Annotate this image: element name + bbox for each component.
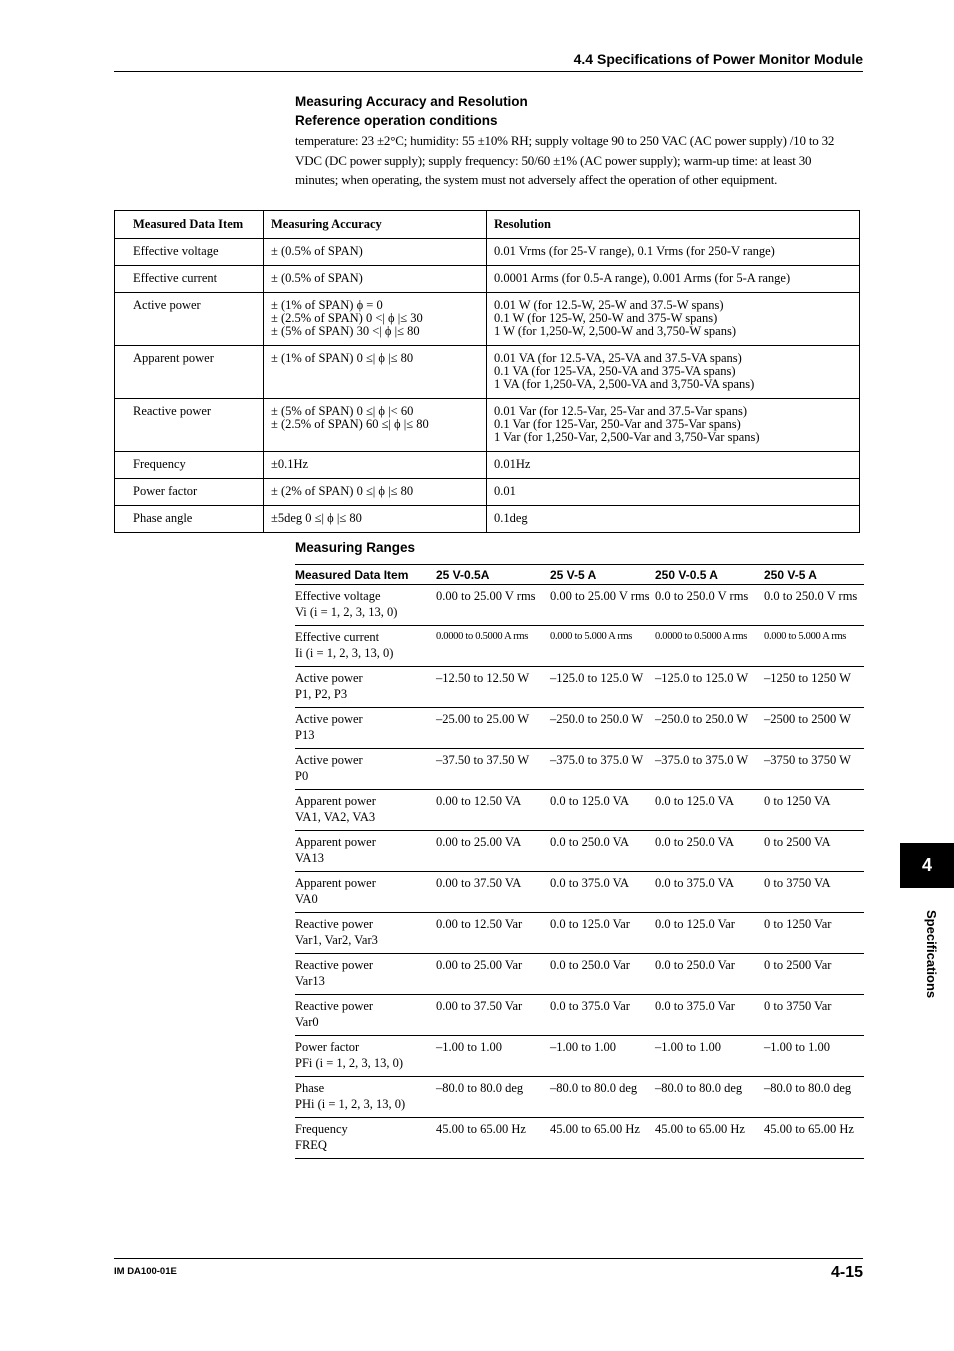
footer-divider xyxy=(114,1258,863,1259)
reference-conditions-text: temperature: 23 ±2°C; humidity: 55 ±10% RH; supply voltage 90 to 250 VAC (AC power supply) /10 to 32 VDC (DC power supply); supply frequency: 50/60 ±1% (AC power supply); warm-up time: at least 30 minutes; when operating, the system must not adversely affect the operation of other equipment. xyxy=(295,133,835,187)
cell-range: 0.00 to 25.00 Var xyxy=(436,954,550,995)
cell-range: 0.00 to 25.00 VA xyxy=(436,831,550,872)
cell-range: –80.0 to 80.0 deg xyxy=(764,1077,864,1118)
accuracy-table xyxy=(114,210,860,533)
cell-range: 0 to 2500 Var xyxy=(764,954,864,995)
header-divider xyxy=(114,71,863,72)
cell-range: –25.00 to 25.00 W xyxy=(436,708,550,749)
cell-resolution: 0.01 xyxy=(487,479,860,506)
cell-accuracy: ± (5% of SPAN) 0 ≤| ϕ |< 60 ± (2.5% of SPAN) 60 ≤| ϕ |≤ 80 xyxy=(264,399,487,452)
cell-range: 0.00 to 12.50 VA xyxy=(436,790,550,831)
cell-range: 0.00 to 37.50 Var xyxy=(436,995,550,1036)
cell-range: –1.00 to 1.00 xyxy=(436,1036,550,1077)
cell-range: –12.50 to 12.50 W xyxy=(436,667,550,708)
cell-range: 0.0 to 375.0 VA xyxy=(655,872,764,913)
cell-range: 0.0 to 250.0 V rms xyxy=(764,585,864,626)
cell-range: 0.00 to 25.00 V rms xyxy=(436,585,550,626)
accuracy-header-row xyxy=(115,211,860,239)
cell-resolution: 0.01 W (for 12.5-W, 25-W and 37.5-W spans) 0.1 W (for 125-W, 250-W and 375-W spans) 1 W (for 1,250-W, 2,500-W and 3,750-W spans) xyxy=(487,293,860,346)
cell-resolution: 0.01Hz xyxy=(487,452,860,479)
cell-item: Reactive power Var0 xyxy=(295,995,436,1036)
cell-range: 45.00 to 65.00 Hz xyxy=(436,1118,550,1159)
cell-item: Reactive power xyxy=(115,399,264,452)
cell-range: 0 to 3750 Var xyxy=(764,995,864,1036)
table-row xyxy=(115,399,860,452)
cell-range: 0 to 2500 VA xyxy=(764,831,864,872)
cell-item: Frequency FREQ xyxy=(295,1118,436,1159)
cell-item: Active power xyxy=(115,293,264,346)
cell-accuracy: ±0.1Hz xyxy=(264,452,487,479)
cell-item: Effective voltage Vi (i = 1, 2, 3, 13, 0) xyxy=(295,585,436,626)
accuracy-heading: Measuring Accuracy and Resolution xyxy=(295,94,528,109)
cell-range: 0.000 to 5.000 A rms xyxy=(764,626,864,667)
cell-range: –80.0 to 80.0 deg xyxy=(655,1077,764,1118)
table-row xyxy=(115,506,860,533)
cell-item: Apparent power VA13 xyxy=(295,831,436,872)
ranges-heading: Measuring Ranges xyxy=(295,540,416,555)
cell-accuracy: ± (1% of SPAN) ϕ = 0 ± (2.5% of SPAN) 0 <| ϕ |≤ 30 ± (5% of SPAN) 30 <| ϕ |≤ 80 xyxy=(264,293,487,346)
table-row xyxy=(295,1077,864,1118)
table-row xyxy=(295,954,864,995)
cell-range: 0.0 to 125.0 VA xyxy=(655,790,764,831)
cell-range: 0.0 to 250.0 VA xyxy=(550,831,655,872)
cell-range: –1.00 to 1.00 xyxy=(655,1036,764,1077)
cell-range: 0.0 to 250.0 Var xyxy=(550,954,655,995)
table-row xyxy=(295,585,864,626)
cell-item: Frequency xyxy=(115,452,264,479)
table-row xyxy=(295,872,864,913)
table-row xyxy=(295,667,864,708)
cell-resolution: 0.01 VA (for 12.5-VA, 25-VA and 37.5-VA spans) 0.1 VA (for 125-VA, 250-VA and 375-VA spans) 1 VA (for 1,250-VA, 2,500-VA and 3,750-VA spans) xyxy=(487,346,860,399)
table-row xyxy=(295,790,864,831)
cell-item: Power factor PFi (i = 1, 2, 3, 13, 0) xyxy=(295,1036,436,1077)
cell-range: –1.00 to 1.00 xyxy=(764,1036,864,1077)
cell-range: 45.00 to 65.00 Hz xyxy=(764,1118,864,1159)
cell-item: Active power P0 xyxy=(295,749,436,790)
cell-range: 0.00 to 25.00 V rms xyxy=(550,585,655,626)
column-header: 25 V-0.5A xyxy=(436,565,550,585)
chapter-label: Specifications xyxy=(924,910,939,999)
cell-item: Active power P13 xyxy=(295,708,436,749)
cell-range: 0 to 1250 Var xyxy=(764,913,864,954)
cell-range: –2500 to 2500 W xyxy=(764,708,864,749)
table-row xyxy=(115,293,860,346)
cell-range: –37.50 to 37.50 W xyxy=(436,749,550,790)
cell-accuracy: ± (2% of SPAN) 0 ≤| ϕ |≤ 80 xyxy=(264,479,487,506)
cell-range: –1250 to 1250 W xyxy=(764,667,864,708)
cell-item: Apparent power xyxy=(115,346,264,399)
table-row xyxy=(295,913,864,954)
table-row xyxy=(115,346,860,399)
cell-range: 0.0 to 250.0 Var xyxy=(655,954,764,995)
cell-range: –3750 to 3750 W xyxy=(764,749,864,790)
table-row xyxy=(115,266,860,293)
cell-range: 0.0 to 375.0 VA xyxy=(550,872,655,913)
cell-item: Active power P1, P2, P3 xyxy=(295,667,436,708)
cell-range: 0.0 to 250.0 V rms xyxy=(655,585,764,626)
cell-item: Phase angle xyxy=(115,506,264,533)
cell-range: 45.00 to 65.00 Hz xyxy=(550,1118,655,1159)
cell-range: –250.0 to 250.0 W xyxy=(655,708,764,749)
cell-accuracy: ± (0.5% of SPAN) xyxy=(264,239,487,266)
column-header: 250 V-5 A xyxy=(764,565,864,585)
cell-range: 45.00 to 65.00 Hz xyxy=(655,1118,764,1159)
cell-resolution: 0.01 Var (for 12.5-Var, 25-Var and 37.5-Var spans) 0.1 Var (for 125-Var, 250-Var and 375-Var spans) 1 Var (for 1,250-Var, 2,500-Var and 3,750-Var spans) xyxy=(487,399,860,452)
table-row xyxy=(295,708,864,749)
cell-accuracy: ±5deg 0 ≤| ϕ |≤ 80 xyxy=(264,506,487,533)
cell-range: –1.00 to 1.00 xyxy=(550,1036,655,1077)
column-header: 250 V-0.5 A xyxy=(655,565,764,585)
cell-accuracy: ± (0.5% of SPAN) xyxy=(264,266,487,293)
reference-conditions-heading: Reference operation conditions xyxy=(295,113,498,128)
table-row xyxy=(115,452,860,479)
cell-range: –125.0 to 125.0 W xyxy=(655,667,764,708)
table-row xyxy=(115,239,860,266)
cell-range: –375.0 to 375.0 W xyxy=(550,749,655,790)
page-number: 4-15 xyxy=(830,1264,863,1281)
cell-range: 0.00 to 12.50 Var xyxy=(436,913,550,954)
cell-range: –80.0 to 80.0 deg xyxy=(550,1077,655,1118)
cell-range: 0.0 to 125.0 Var xyxy=(550,913,655,954)
cell-item: Effective current Ii (i = 1, 2, 3, 13, 0) xyxy=(295,626,436,667)
cell-item: Effective voltage xyxy=(115,239,264,266)
cell-item: Apparent power VA1, VA2, VA3 xyxy=(295,790,436,831)
cell-range: 0 to 3750 VA xyxy=(764,872,864,913)
table-row xyxy=(115,479,860,506)
cell-accuracy: ± (1% of SPAN) 0 ≤| ϕ |≤ 80 xyxy=(264,346,487,399)
cell-item: Apparent power VA0 xyxy=(295,872,436,913)
document-id: IM DA100-01E xyxy=(114,1266,177,1277)
column-header: Resolution xyxy=(487,211,860,239)
table-row xyxy=(295,1118,864,1159)
cell-resolution: 0.0001 Arms (for 0.5-A range), 0.001 Arms (for 5-A range) xyxy=(487,266,860,293)
cell-range: 0.0000 to 0.5000 A rms xyxy=(436,626,550,667)
cell-range: 0.000 to 5.000 A rms xyxy=(550,626,655,667)
cell-range: –250.0 to 250.0 W xyxy=(550,708,655,749)
cell-range: –125.0 to 125.0 W xyxy=(550,667,655,708)
cell-range: 0.0 to 375.0 Var xyxy=(655,995,764,1036)
cell-resolution: 0.1deg xyxy=(487,506,860,533)
section-title: 4.4 Specifications of Power Monitor Module xyxy=(573,51,863,67)
cell-range: 0.0 to 250.0 VA xyxy=(655,831,764,872)
cell-range: 0.0 to 125.0 VA xyxy=(550,790,655,831)
cell-item: Effective current xyxy=(115,266,264,293)
column-header: Measured Data Item xyxy=(115,211,264,239)
cell-range: –375.0 to 375.0 W xyxy=(655,749,764,790)
cell-range: –80.0 to 80.0 deg xyxy=(436,1077,550,1118)
cell-range: 0 to 1250 VA xyxy=(764,790,864,831)
cell-item: Reactive power Var1, Var2, Var3 xyxy=(295,913,436,954)
cell-range: 0.0 to 125.0 Var xyxy=(655,913,764,954)
cell-item: Phase PHi (i = 1, 2, 3, 13, 0) xyxy=(295,1077,436,1118)
table-row xyxy=(295,749,864,790)
cell-resolution: 0.01 Vrms (for 25-V range), 0.1 Vrms (for 250-V range) xyxy=(487,239,860,266)
table-row xyxy=(295,1036,864,1077)
cell-item: Power factor xyxy=(115,479,264,506)
column-header: 25 V-5 A xyxy=(550,565,655,585)
chapter-tab[interactable]: 4 xyxy=(900,843,954,888)
cell-range: 0.00 to 37.50 VA xyxy=(436,872,550,913)
column-header: Measured Data Item xyxy=(295,565,436,585)
table-row xyxy=(295,831,864,872)
column-header: Measuring Accuracy xyxy=(264,211,487,239)
cell-item: Reactive power Var13 xyxy=(295,954,436,995)
cell-range: 0.0000 to 0.5000 A rms xyxy=(655,626,764,667)
table-row xyxy=(295,995,864,1036)
cell-range: 0.0 to 375.0 Var xyxy=(550,995,655,1036)
ranges-table xyxy=(295,564,864,1159)
table-row xyxy=(295,626,864,667)
ranges-header-row xyxy=(295,565,864,585)
